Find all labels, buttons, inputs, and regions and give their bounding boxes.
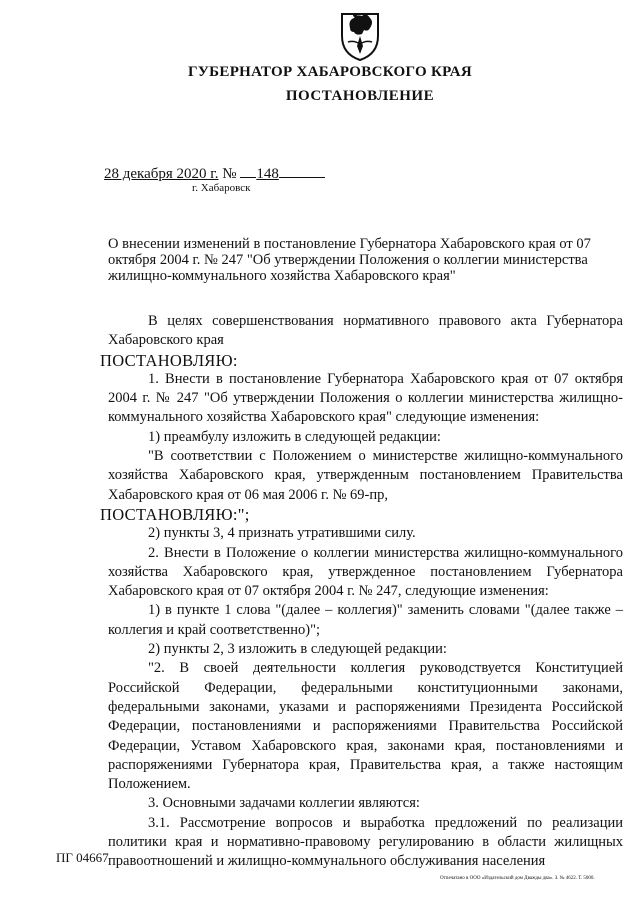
document-subject: О внесении изменений в постановление Губернатора Хабаровского края от 07 октября 2004 г. № 247 "Об утверждении Положения о коллегии министерства жилищно-коммунального хозяйства Хабаровского края" <box>108 236 591 284</box>
paragraph-2-2: 2) пункты 2, 3 изложить в следующей редакции: <box>148 641 447 658</box>
paragraph-1: 1. Внести в постановление Губернатора Хабаровского края от 07 октября 2004 г. № 247 "Об утверждении Положения о коллегии министерства жилищно-коммунального хозяйства Хабаровского края" следующие изменения: <box>108 370 623 426</box>
form-code: ПГ 04667 <box>56 850 109 865</box>
document-type: ПОСТАНОВЛЕНИЕ <box>285 88 435 104</box>
city: г. Хабаровск <box>192 182 251 194</box>
intro-paragraph: В целях совершенствования нормативного правового акта Губернатора Хабаровского края <box>108 313 623 349</box>
paragraph-2-2-quote: "2. В своей деятельности коллегия руководствуется Конституцией Российской Федерации, федеральными конституционными законами, федеральными законами, указами и распоряжениями Президента Российской Федерации, постановлениями и распоряжениями Правительства Российской Федерации, Уставом Хабаровского края, законами края, постановлениями и распоряжениями Губернатора края, Правительства края, а также настоящим Положением. <box>108 660 623 793</box>
document-body <box>100 312 623 872</box>
paragraph-2-1: 1) в пункте 1 слова "(далее – коллегия)" заменить словами "(далее также – коллегия и край соответственно)"; <box>108 602 623 638</box>
date-number-line <box>104 166 325 183</box>
paragraph-1-1: 1) преамбулу изложить в следующей редакции: <box>148 428 441 445</box>
print-note: Отпечатано в ООО «Издательский дом Дважды два». З. № 4622. Т. 5000. <box>440 876 595 881</box>
paragraph-1-2: 2) пункты 3, 4 признать утратившими силу. <box>148 525 416 542</box>
number-label: № <box>222 166 237 182</box>
paragraph-1-1-quote: "В соответствии с Положением о министерстве жилищно-коммунального хозяйства Хабаровского края, утвержденным постановлением Правительства Хабаровского края от 06 мая 2006 г. № 69-пр, <box>108 448 623 503</box>
document-date: 28 декабря 2020 г. <box>104 166 219 182</box>
authority-title: ГУБЕРНАТОР ХАБАРОВСКОГО КРАЯ <box>188 64 472 80</box>
paragraph-3: 3. Основными задачами коллегии являются: <box>148 795 420 812</box>
coat-of-arms-icon <box>336 6 384 62</box>
paragraph-2: 2. Внести в Положение о коллегии министерства жилищно-коммунального хозяйства Хабаровского края, утвержденное постановлением Губернатора Хабаровского края от 07 октября 2004 г. № 247, следующие изменения: <box>108 544 623 600</box>
document-number: 148 <box>256 166 279 182</box>
decree-word: ПОСТАНОВЛЯЮ: <box>100 350 238 370</box>
decree-word-quoted: ПОСТАНОВЛЯЮ:"; <box>100 504 250 524</box>
paragraph-3-1: 3.1. Рассмотрение вопросов и выработка предложений по реализации политики края и нормативно-правовому регулированию в области жилищных правоотношений и жилищно-коммунального обслуживания населения <box>108 814 623 870</box>
